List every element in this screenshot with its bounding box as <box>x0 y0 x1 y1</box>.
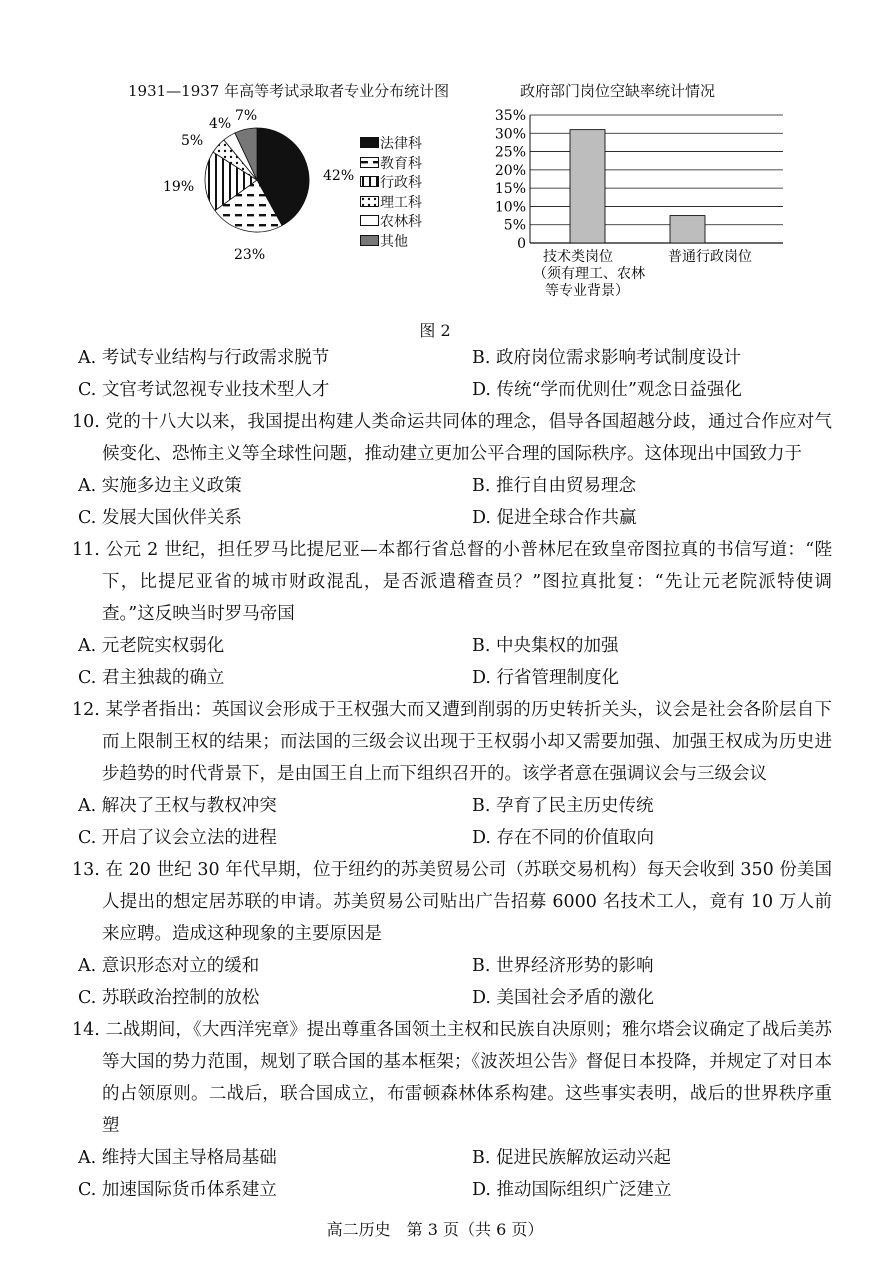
legend-item-law: 法律科 <box>360 135 422 155</box>
pie-legend <box>360 135 422 252</box>
question-stem: 12. 某学者指出：英国议会形成于王权强大而又遭到削弱的历史转折关头，议会是社会各阶层自下而上限制王权的结果；而法国的三级会议出现于王权弱小却又需要加强、加强王权成为历史进步趋势的时代背景下，是由国王自上而下组织召开的。该学者意在强调议会与三级会议 <box>72 700 832 784</box>
option-a[interactable]: A. 实施多边主义政策 <box>78 476 242 496</box>
pie-label-sci: 5% <box>181 133 204 149</box>
question-14 <box>72 1014 832 1206</box>
question-13 <box>72 854 832 1014</box>
option-c[interactable]: C. 加速国际货币体系建立 <box>78 1180 277 1200</box>
option-row <box>72 1142 832 1174</box>
bar-admin <box>670 216 705 243</box>
option-c[interactable]: C. 发展大国伙伴关系 <box>78 508 242 528</box>
legend-swatch-adm <box>360 176 380 188</box>
question-9-options <box>72 342 832 406</box>
y-tick-label: 5% <box>503 217 526 234</box>
option-row <box>72 1174 832 1206</box>
y-tick-label: 10% <box>494 199 526 216</box>
bar-chart <box>490 100 800 300</box>
option-d[interactable]: D. 传统“学而优则仕”观念日益强化 <box>472 380 742 400</box>
legend-item-sci: 理工科 <box>360 194 422 214</box>
pie-label-edu: 23% <box>234 247 266 263</box>
question-12 <box>72 694 832 854</box>
y-tick-label: 15% <box>494 181 526 198</box>
legend-swatch-law <box>360 137 380 149</box>
option-row <box>72 502 832 534</box>
legend-item-other: 其他 <box>360 233 422 253</box>
option-c[interactable]: C. 文官考试忽视专业技术型人才 <box>78 380 330 400</box>
option-row <box>72 470 832 502</box>
page-footer: 高二历史 第 3 页（共 6 页） <box>326 1220 544 1239</box>
option-c[interactable]: C. 开启了议会立法的进程 <box>78 828 277 848</box>
legend-item-adm: 行政科 <box>360 174 422 194</box>
y-tick-label: 25% <box>494 144 526 161</box>
option-row <box>72 630 832 662</box>
pie-label-other: 7% <box>235 108 258 124</box>
option-a[interactable]: A. 解决了王权与教权冲突 <box>78 796 277 816</box>
legend-swatch-sci <box>360 196 380 208</box>
question-stem: 10. 党的十八大以来，我国提出构建人类命运共同体的理念，倡导各国超越分歧，通过合作应对气候变化、恐怖主义等全球性问题，推动建立更加公平合理的国际秩序。这体现出中国致力于 <box>72 412 832 464</box>
option-a[interactable]: A. 考试专业结构与行政需求脱节 <box>78 348 330 368</box>
option-row <box>72 790 832 822</box>
question-stem: 13. 在 20 世纪 30 年代早期，位于纽约的苏美贸易公司（苏联交易机构）每天会收到 350 份美国人提出的想定居苏联的申请。苏美贸易公司贴出广告招募 6000 名技术工人，竟有 10 万人前来应聘。造成这种现象的主要原因是 <box>72 860 832 944</box>
y-tick-label: 20% <box>494 162 526 179</box>
figure-caption: 图 2 <box>419 321 451 340</box>
bar-category-label-technical-3: 等专业背景） <box>545 283 629 299</box>
option-row <box>72 374 832 406</box>
question-stem: 11. 公元 2 世纪，担任罗马比提尼亚—本都行省总督的小普林尼在致皇帝图拉真的书信写道：“陛下，比提尼亚省的城市财政混乱，是否派遣稽查员？”图拉真批复：“先让元老院派特使调查。”这反映当时罗马帝国 <box>72 540 832 624</box>
bar-category-label-admin: 普通行政岗位 <box>668 249 752 265</box>
y-tick-label: 0 <box>517 236 526 252</box>
y-tick-label: 35% <box>494 108 526 124</box>
question-10 <box>72 406 832 534</box>
bar-category-label-technical-2: （须有理工、农林 <box>533 266 645 282</box>
bar-category-label-technical: 技术类岗位 <box>543 249 613 265</box>
legend-item-agr: 农林科 <box>360 213 422 233</box>
pie-label-adm: 19% <box>163 179 195 195</box>
option-b[interactable]: B. 促进民族解放运动兴起 <box>472 1148 671 1168</box>
legend-item-edu: 教育科 <box>360 155 422 175</box>
bar-technical <box>570 130 605 243</box>
question-11 <box>72 534 832 694</box>
option-b[interactable]: B. 世界经济形势的影响 <box>472 956 654 976</box>
option-row <box>72 342 832 374</box>
option-d[interactable]: D. 存在不同的价值取向 <box>472 828 655 848</box>
bar-chart-title: 政府部门岗位空缺率统计情况 <box>520 82 716 100</box>
question-stem: 14. 二战期间，《大西洋宪章》提出尊重各国领土主权和民族自决原则；雅尔塔会议确定了战后美苏等大国的势力范围，规划了联合国的基本框架；《波茨坦公告》督促日本投降，并规定了对日本的占领原则。二战后，联合国成立，布雷顿森林体系构建。这些事实表明，战后的世界秩序重塑 <box>72 1020 832 1136</box>
option-b[interactable]: B. 推行自由贸易理念 <box>472 476 636 496</box>
option-c[interactable]: C. 君主独裁的确立 <box>78 668 225 688</box>
option-row <box>72 822 832 854</box>
option-d[interactable]: D. 美国社会矛盾的激化 <box>472 988 655 1008</box>
option-row <box>72 982 832 1014</box>
option-a[interactable]: A. 元老院实权弱化 <box>78 636 225 656</box>
option-a[interactable]: A. 意识形态对立的缓和 <box>78 956 260 976</box>
legend-swatch-agr <box>360 215 380 227</box>
option-row <box>72 950 832 982</box>
option-a[interactable]: A. 维持大国主导格局基础 <box>78 1148 277 1168</box>
option-c[interactable]: C. 苏联政治控制的放松 <box>78 988 260 1008</box>
pie-label-agr: 4% <box>209 116 232 132</box>
pie-chart-title: 1931—1937 年高等考试录取者专业分布统计图 <box>128 82 450 100</box>
option-b[interactable]: B. 中央集权的加强 <box>472 636 619 656</box>
option-b[interactable]: B. 孕育了民主历史传统 <box>472 796 654 816</box>
legend-swatch-other <box>360 235 380 247</box>
option-d[interactable]: D. 推动国际组织广泛建立 <box>472 1180 672 1200</box>
option-d[interactable]: D. 促进全球合作共赢 <box>472 508 637 528</box>
option-b[interactable]: B. 政府岗位需求影响考试制度设计 <box>472 348 741 368</box>
legend-swatch-edu <box>360 157 380 169</box>
option-row <box>72 662 832 694</box>
pie-label-law: 42% <box>323 168 355 184</box>
option-d[interactable]: D. 行省管理制度化 <box>472 668 620 688</box>
y-tick-label: 30% <box>494 126 526 143</box>
